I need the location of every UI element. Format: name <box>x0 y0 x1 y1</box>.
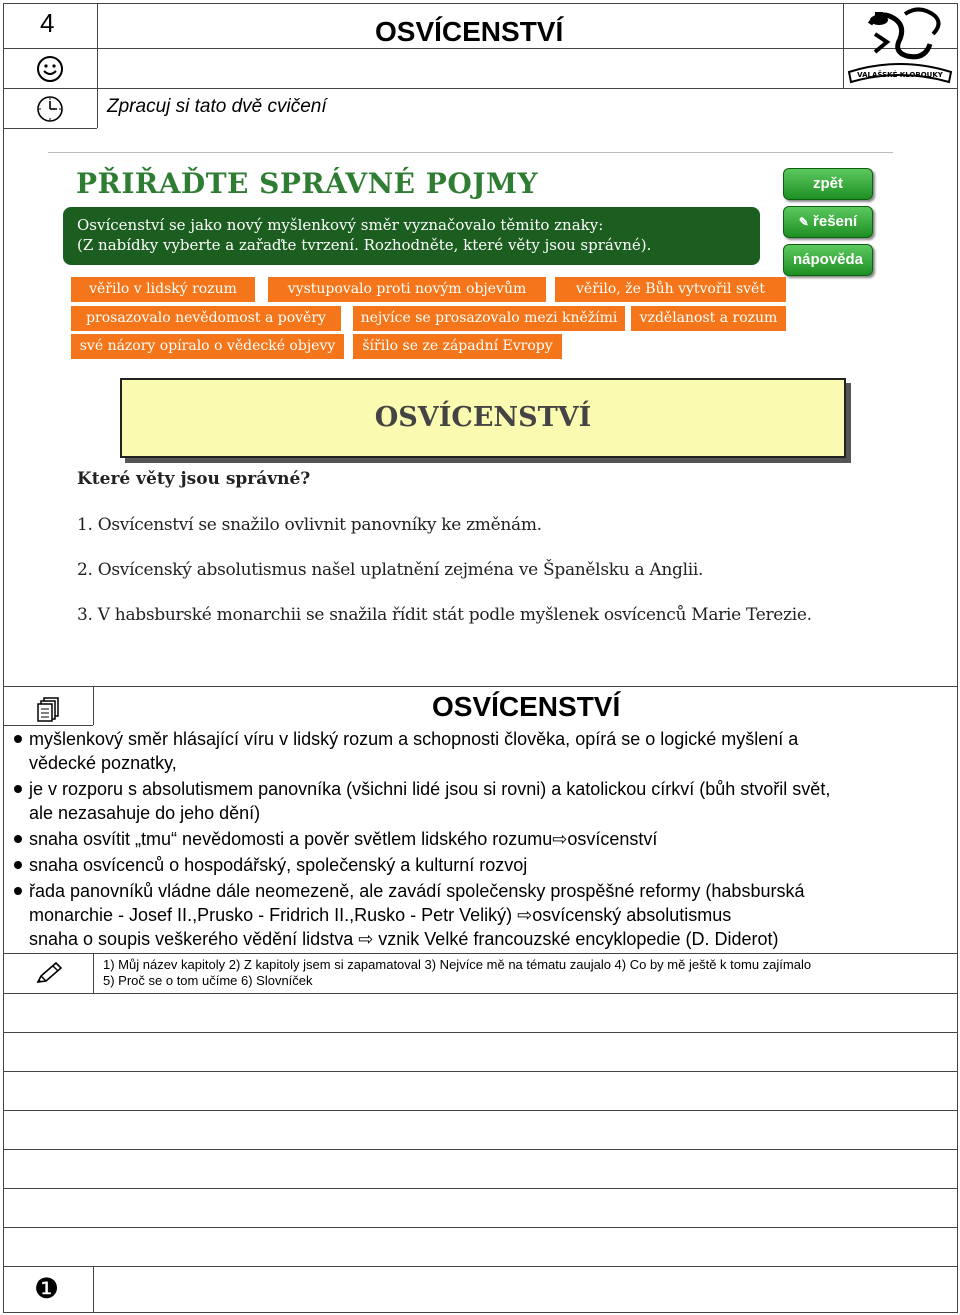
option-chip[interactable]: vzdělanost a rozum <box>631 306 786 331</box>
reflection-prompts: 1) Můj název kapitoly 2) Z kapitoly jsem si zapamatoval 3) Nejvíce mě na tématu zaujalo 4) Co by mě ještě k tomu zajímalo <box>103 957 812 972</box>
divider <box>97 3 98 128</box>
page-number: 4 <box>40 8 55 38</box>
bullet <box>14 887 22 895</box>
clock-icon <box>36 95 64 128</box>
option-chip[interactable]: věřilo v lidský rozum <box>71 277 255 302</box>
note-line: snaha o soupis veškerého vědění lidstva ⇨ vznik Velké francouzské encyklopedie (D. Diderot) <box>29 929 779 949</box>
notes-title: OSVÍCENSTVÍ <box>432 691 621 722</box>
question-heading: Které věty jsou správné? <box>77 469 311 489</box>
exercise-instructions <box>63 207 760 265</box>
school-logo <box>845 4 955 88</box>
question-item[interactable]: 3. V habsburské monarchii se snažila řídit stát podle myšlenek osvícenců Marie Terezie. <box>77 605 812 625</box>
page-title: OSVÍCENSTVÍ <box>375 16 564 47</box>
divider <box>3 48 957 49</box>
note-line: řada panovníků vládne dále neomezeně, ale zavádí společensky prospěšné reformy (habsburská <box>29 881 805 901</box>
help-button[interactable]: nápověda <box>783 244 873 276</box>
drop-zone-title: OSVÍCENSTVÍ <box>374 402 592 433</box>
writing-line <box>3 1227 957 1228</box>
exercise-heading: PŘIŘAĎTE SPRÁVNÉ POJMY <box>76 167 538 200</box>
divider <box>843 3 844 88</box>
divider <box>3 128 97 129</box>
writing-line <box>3 1032 957 1033</box>
writing-line <box>3 1188 957 1189</box>
instructions-line: Osvícenství se jako nový myšlenkový směr vyznačovalo těmito znaky: <box>77 216 604 234</box>
note-line: snaha osvícenců o hospodářský, společenský a kulturní rozvoj <box>29 855 528 875</box>
instructions-line: (Z nabídky vyberte a zařaďte tvrzení. Rozhodněte, které věty jsou správné). <box>77 236 652 254</box>
divider <box>93 1266 94 1312</box>
border-top <box>3 3 957 4</box>
key-icon: ✎ <box>798 215 809 229</box>
writing-line <box>3 1266 957 1267</box>
writing-line <box>3 1110 957 1111</box>
note-line: ale nezasahuje do jeho dění) <box>29 803 261 823</box>
note-line: myšlenkový směr hlásající víru v lidský rozum a schopnosti člověka, opírá se o logické myšlení a <box>29 729 799 749</box>
number-one-icon: ❶ <box>34 1273 60 1304</box>
bullet <box>14 861 22 869</box>
divider <box>3 88 957 89</box>
notes-icon <box>36 696 62 727</box>
drop-zone[interactable] <box>120 378 846 458</box>
bullet <box>14 735 22 743</box>
option-chip[interactable]: nejvíce se prosazovalo mezi kněžími <box>353 306 625 331</box>
option-chip[interactable]: šířilo se ze západní Evropy <box>353 334 562 359</box>
exercise-panel <box>48 152 893 627</box>
border-left <box>3 3 4 1313</box>
note-line: monarchie - Josef II.,Prusko - Fridrich II.,Rusko - Petr Veliký) ⇨osvícenský absolutismus <box>29 905 732 925</box>
option-chip[interactable]: vystupovalo proti novým objevům <box>268 277 546 302</box>
question-item[interactable]: 1. Osvícenství se snažilo ovlivnit panovníky ke změnám. <box>77 515 542 535</box>
note-line: je v rozporu s absolutismem panovníka (všichni lidé jsou si rovni) a katolickou církví (bůh stvořil svět, <box>29 779 831 799</box>
logo-text: VALAŠSKÉ KLOBOUKY <box>857 71 943 79</box>
solution-button[interactable]: ✎ řešení <box>783 206 873 238</box>
note-line: vědecké poznatky, <box>29 753 177 773</box>
option-chip[interactable]: prosazovalo nevědomost a pověry <box>71 306 341 331</box>
smiley-icon <box>36 55 64 88</box>
option-chip[interactable]: věřilo, že Bůh vytvořil svět <box>555 277 786 302</box>
question-item[interactable]: 2. Osvícenský absolutismus našel uplatnění zejména ve Španělsku a Anglii. <box>77 560 704 580</box>
divider <box>3 993 957 994</box>
writing-line <box>3 1149 957 1150</box>
writing-line <box>3 1071 957 1072</box>
reflection-prompts: 5) Proč se o tom učíme 6) Slovníček <box>103 973 313 988</box>
divider <box>93 953 94 993</box>
back-button[interactable]: zpět <box>783 168 873 200</box>
divider <box>3 953 957 954</box>
border-right <box>957 3 958 1313</box>
divider <box>93 686 94 725</box>
bullet <box>14 835 22 843</box>
divider <box>3 686 957 687</box>
pencil-icon <box>34 960 64 991</box>
task-instruction: Zpracuj si tato dvě cvičení <box>107 96 327 117</box>
note-line: snaha osvítit „tmu“ nevědomosti a pověr světlem lidského rozumu⇨osvícenství <box>29 829 658 849</box>
bullet <box>14 785 22 793</box>
border-bottom <box>3 1312 957 1313</box>
option-chip[interactable]: své názory opíralo o vědecké objevy <box>71 334 344 359</box>
